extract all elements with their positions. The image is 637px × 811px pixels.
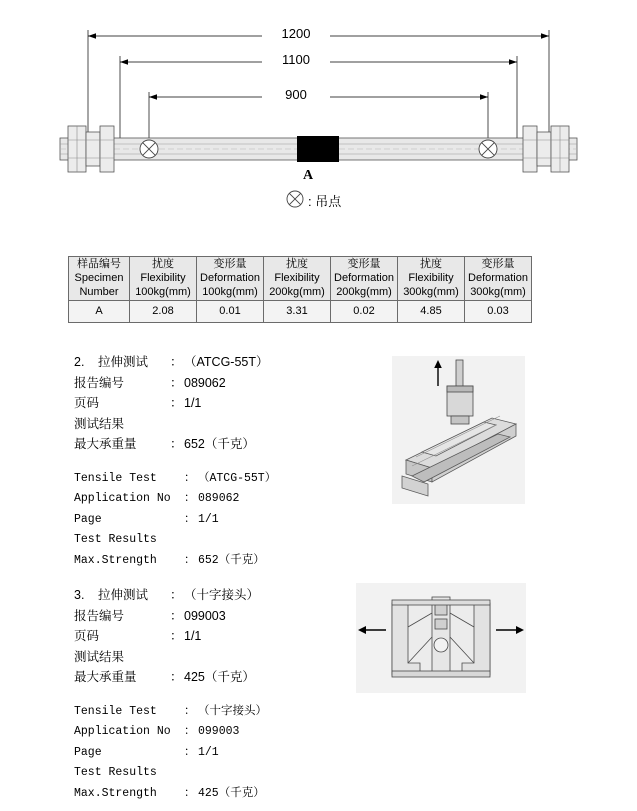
table-cell: 2.08: [130, 301, 197, 323]
page-line-en: Page ： 1/1: [74, 510, 374, 531]
cross-joint-drawing: [356, 583, 526, 693]
max-strength-label-en: Max.Strength: [74, 786, 157, 800]
table-cell: 0.01: [197, 301, 264, 323]
table-cell: 0.02: [331, 301, 398, 323]
table-cell: 0.03: [465, 301, 532, 323]
table-cell: A: [69, 301, 130, 323]
report-no-line: 报告编号 ：089062: [74, 373, 374, 394]
section-number: 2.: [74, 355, 85, 369]
page-label-en: Page: [74, 512, 102, 526]
max-strength-label-en: Max.Strength: [74, 553, 157, 567]
max-strength-line-en: Max.Strength ： 425（千克）: [74, 784, 374, 805]
report-no-value: 089062: [184, 375, 226, 390]
page-label: 页码: [74, 396, 100, 410]
table-header-cell: 扰度 Flexibility 200kg(mm): [264, 257, 331, 301]
table-cell: 4.85: [398, 301, 465, 323]
max-strength-label: 最大承重量: [74, 437, 137, 451]
legend-label: : 吊点: [308, 194, 342, 209]
report-no-label-en: Application No: [74, 492, 171, 505]
report-no-value-en: 089062: [198, 492, 240, 505]
test-results-table: [68, 256, 532, 323]
dimension-label-1200: 1200: [262, 26, 330, 41]
report-no-label: 报告编号: [74, 608, 125, 623]
crossed-circle-icon: [285, 189, 305, 212]
section-title-label: 拉伸测试: [98, 355, 149, 369]
max-strength-line: 最大承重量 ：425（千克）: [74, 667, 374, 688]
page-line-en: Page ： 1/1: [74, 743, 374, 764]
section-title-label-en: Tensile Test: [74, 704, 157, 718]
max-strength-label: 最大承重量: [74, 670, 137, 684]
page-value: 1/1: [184, 629, 202, 643]
results-heading: 测试结果: [74, 416, 125, 431]
section-title-value: （十字接头）: [184, 588, 260, 602]
section-title-line-en: Tensile Test ： （十字接头）: [74, 702, 374, 723]
max-strength-value: 652（千克）: [184, 437, 255, 451]
table-header-cell: 变形量 Deformation 100kg(mm): [197, 257, 264, 301]
section-title-value-en: （十字接头）: [198, 704, 267, 718]
spacer: [74, 688, 374, 702]
table-header-cell: 样品编号 Specimen Number: [69, 257, 130, 301]
page-label: 页码: [74, 629, 100, 643]
table-header-cell: 变形量 Deformation 200kg(mm): [331, 257, 398, 301]
section-title-label: 拉伸测试: [98, 588, 149, 602]
section-number: 3.: [74, 588, 85, 602]
max-strength-value-en: 425（千克）: [198, 786, 265, 800]
results-heading-en: Test Results: [74, 533, 157, 546]
section-title-label-en: Tensile Test: [74, 471, 157, 485]
page-value-en: 1/1: [198, 512, 219, 526]
table-header-row: [69, 257, 532, 301]
page-value: 1/1: [184, 396, 202, 410]
section-title-line: 拉伸测试 ：（ATCG-55T）: [74, 352, 374, 373]
report-no-label: 报告编号: [74, 375, 125, 390]
results-heading-en: Test Results: [74, 766, 157, 779]
max-strength-line-en: Max.Strength ： 652（千克）: [74, 551, 374, 572]
section-title-value-en: （ATCG-55T）: [198, 471, 277, 485]
legend-hang-point: [285, 189, 341, 212]
report-no-value: 099003: [184, 608, 226, 623]
section-title-line-en: Tensile Test ： （ATCG-55T）: [74, 469, 374, 490]
dimension-label-900: 900: [262, 87, 330, 102]
table-header-cell: 扰度 Flexibility 300kg(mm): [398, 257, 465, 301]
table-header-cell: 变形量 Deformation 300kg(mm): [465, 257, 532, 301]
report-no-value-en: 099003: [198, 725, 240, 738]
results-heading: 测试结果: [74, 649, 125, 664]
report-no-label-en: Application No: [74, 725, 171, 738]
section-tensile-test-cross-joint: [74, 585, 374, 804]
report-no-line-en: Application No ： 099003: [74, 722, 374, 743]
table-header-cell: 扰度 Flexibility 100kg(mm): [130, 257, 197, 301]
max-strength-value-en: 652（千克）: [198, 553, 265, 567]
page-value-en: 1/1: [198, 745, 219, 759]
page-label-en: Page: [74, 745, 102, 759]
report-no-line-en: Application No ： 089062: [74, 489, 374, 510]
page-line: 页码 ：1/1: [74, 393, 374, 414]
page-line: 页码 ：1/1: [74, 626, 374, 647]
dimension-label-1100: 1100: [262, 52, 330, 67]
spacer: [74, 455, 374, 469]
max-strength-line: 最大承重量 ：652（千克）: [74, 434, 374, 455]
section-tensile-test-atcg: [74, 352, 374, 571]
section-title-value: （ATCG-55T）: [184, 355, 269, 369]
detail-letter-a: A: [303, 168, 314, 183]
table-cell: 3.31: [264, 301, 331, 323]
report-no-line: 报告编号 ：099003: [74, 606, 374, 627]
rail-profile-photo: [392, 356, 525, 504]
section-title-line: 拉伸测试 ：（十字接头）: [74, 585, 374, 606]
table-row: [69, 301, 532, 323]
max-strength-value: 425（千克）: [184, 670, 255, 684]
